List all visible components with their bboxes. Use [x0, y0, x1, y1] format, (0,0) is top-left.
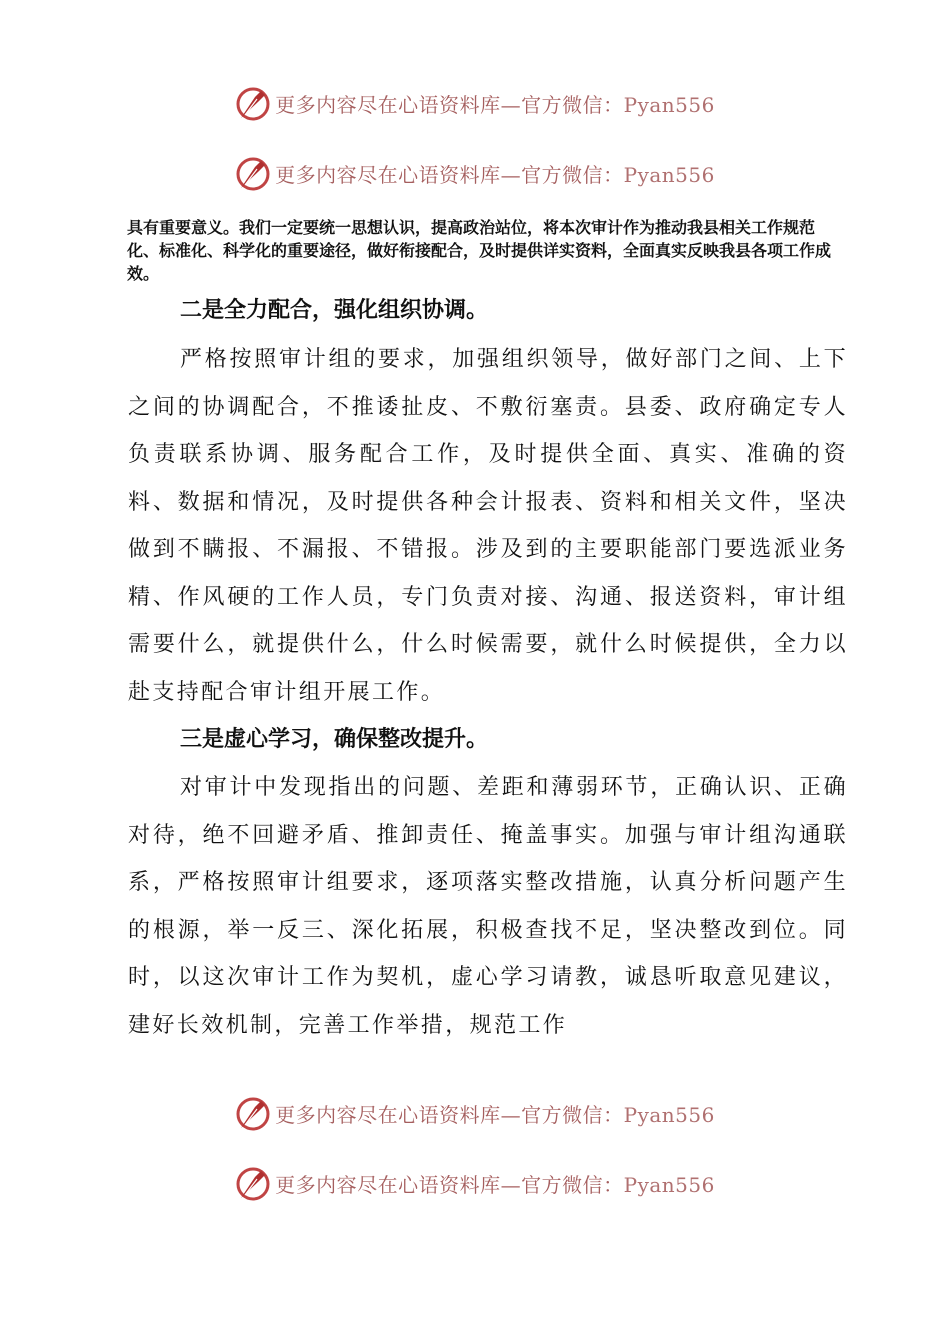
watermark-wechat-id: Pyan556 [623, 1102, 715, 1127]
fountain-pen-icon [235, 1095, 271, 1131]
watermark-banner [0, 83, 950, 123]
body-paragraph: 对审计中发现指出的问题、差距和薄弱环节，正确认识、正确对待，绝不回避矛盾、推卸责任、掩盖事实。加强与审计组沟通联系，严格按照审计组要求，逐项落实整改措施，认真分析问题产生的根源，举一反三、深化拓展，积极查找不足，坚决整改到位。同时，以这次审计工作为契机，虚心学习请教，诚恳听取意见建议，建好长效机制，完善工作举措，规范工作 [128, 775, 848, 1038]
watermark-wechat-id: Pyan556 [623, 92, 715, 117]
intro-paragraph: 具有重要意义。我们一定要统一思想认识，提高政治站位，将本次审计作为推动我县相关工作规范化、标准化、科学化的重要途径，做好衔接配合，及时提供详实资料，全面真实反映我县各项工作成效。 [127, 218, 832, 283]
watermark-banner [0, 1163, 950, 1203]
section-heading: 三是虚心学习，确保整改提升。 [180, 727, 489, 752]
watermark-text: 更多内容尽在心语资料库—官方微信： [275, 92, 624, 117]
fountain-pen-icon [235, 155, 271, 191]
watermark-banner [0, 153, 950, 193]
fountain-pen-icon [235, 85, 271, 121]
watermark-text: 更多内容尽在心语资料库—官方微信： [275, 1102, 624, 1127]
watermark-wechat-id: Pyan556 [623, 162, 715, 187]
watermark-wechat-id: Pyan556 [623, 1172, 715, 1197]
watermark-banner [0, 1093, 950, 1133]
section-heading: 二是全力配合，强化组织协调。 [180, 298, 489, 323]
body-paragraph: 严格按照审计组的要求，加强组织领导，做好部门之间、上下之间的协调配合，不推诿扯皮、不敷衍塞责。县委、政府确定专人负责联系协调、服务配合工作，及时提供全面、真实、准确的资料、数据和情况，及时提供各种会计报表、资料和相关文件，坚决做到不瞒报、不漏报、不错报。涉及到的主要职能部门要选派业务精、作风硬的工作人员，专门负责对接、沟通、报送资料，审计组需要什么，就提供什么，什么时候需要，就什么时候提供，全力以赴支持配合审计组开展工作。 [128, 347, 848, 705]
fountain-pen-icon [235, 1165, 271, 1201]
watermark-text: 更多内容尽在心语资料库—官方微信： [275, 162, 624, 187]
watermark-text: 更多内容尽在心语资料库—官方微信： [275, 1172, 624, 1197]
